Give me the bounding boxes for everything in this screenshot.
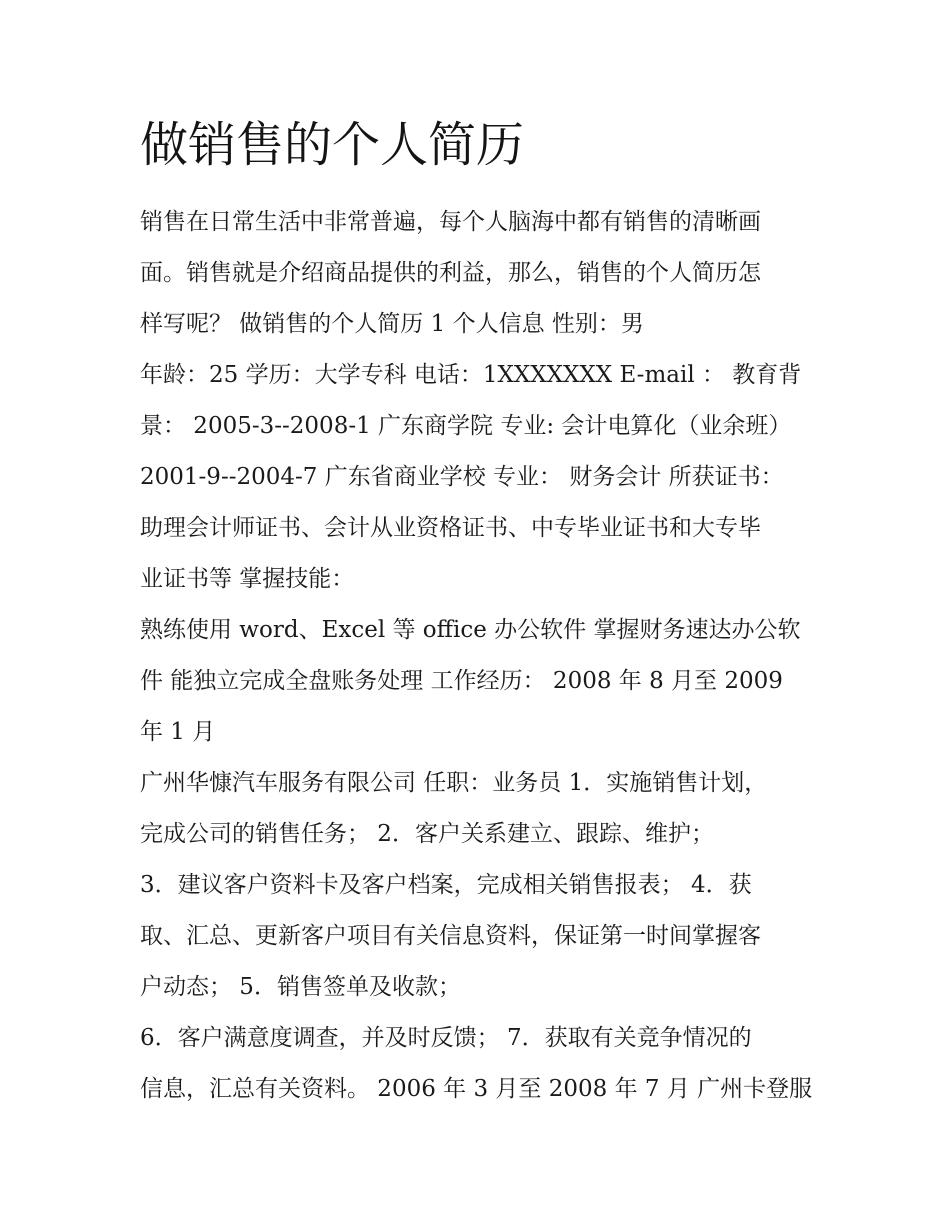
body-line: 样写呢？ 做销售的个人简历 1 个人信息 性别：男 bbox=[140, 311, 644, 337]
body-line: 信息，汇总有关资料。 2006 年 3 月至 2008 年 7 月 广州卡登服 bbox=[140, 1076, 813, 1102]
body-line: 2001-9--2004-7 广东省商业学校 专业： 财务会计 所获证书： bbox=[140, 464, 784, 490]
body-line: 广州华慷汽车服务有限公司 任职：业务员 1．实施销售计划， bbox=[140, 770, 768, 796]
body-line: 完成公司的销售任务； 2．客户关系建立、跟踪、维护； bbox=[140, 821, 714, 847]
document-body bbox=[140, 197, 820, 1115]
document-title: 做销售的个人简历 bbox=[140, 117, 525, 173]
body-line: 业证书等 掌握技能： bbox=[140, 566, 355, 592]
body-line: 年 1 月 bbox=[140, 719, 216, 745]
body-line: 年龄：25 学历：大学专科 电话：1XXXXXXX E-mail ： 教育背 bbox=[140, 362, 802, 388]
body-line: 景： 2005-3--2008-1 广东商学院 专业: 会计电算化（业余班） bbox=[140, 413, 792, 439]
body-line: 销售在日常生活中非常普遍，每个人脑海中都有销售的清晰画 bbox=[140, 209, 761, 235]
body-line: 取、汇总、更新客户项目有关信息资料，保证第一时间掌握客 bbox=[140, 923, 761, 949]
body-line: 熟练使用 word、Excel 等 office 办公软件 掌握财务速达办公软 bbox=[140, 617, 801, 643]
body-line: 3．建议客户资料卡及客户档案，完成相关销售报表； 4．获 bbox=[140, 872, 752, 898]
body-line: 件 能独立完成全盘账务处理 工作经历： 2008 年 8 月至 2009 bbox=[140, 668, 783, 694]
body-line: 6．客户满意度调查，并及时反馈； 7．获取有关竞争情况的 bbox=[140, 1025, 752, 1051]
body-line: 面。销售就是介绍商品提供的利益，那么，销售的个人简历怎 bbox=[140, 260, 761, 286]
body-line: 助理会计师证书、会计从业资格证书、中专毕业证书和大专毕 bbox=[140, 515, 761, 541]
body-line: 户动态； 5．销售签单及收款； bbox=[140, 974, 461, 1000]
